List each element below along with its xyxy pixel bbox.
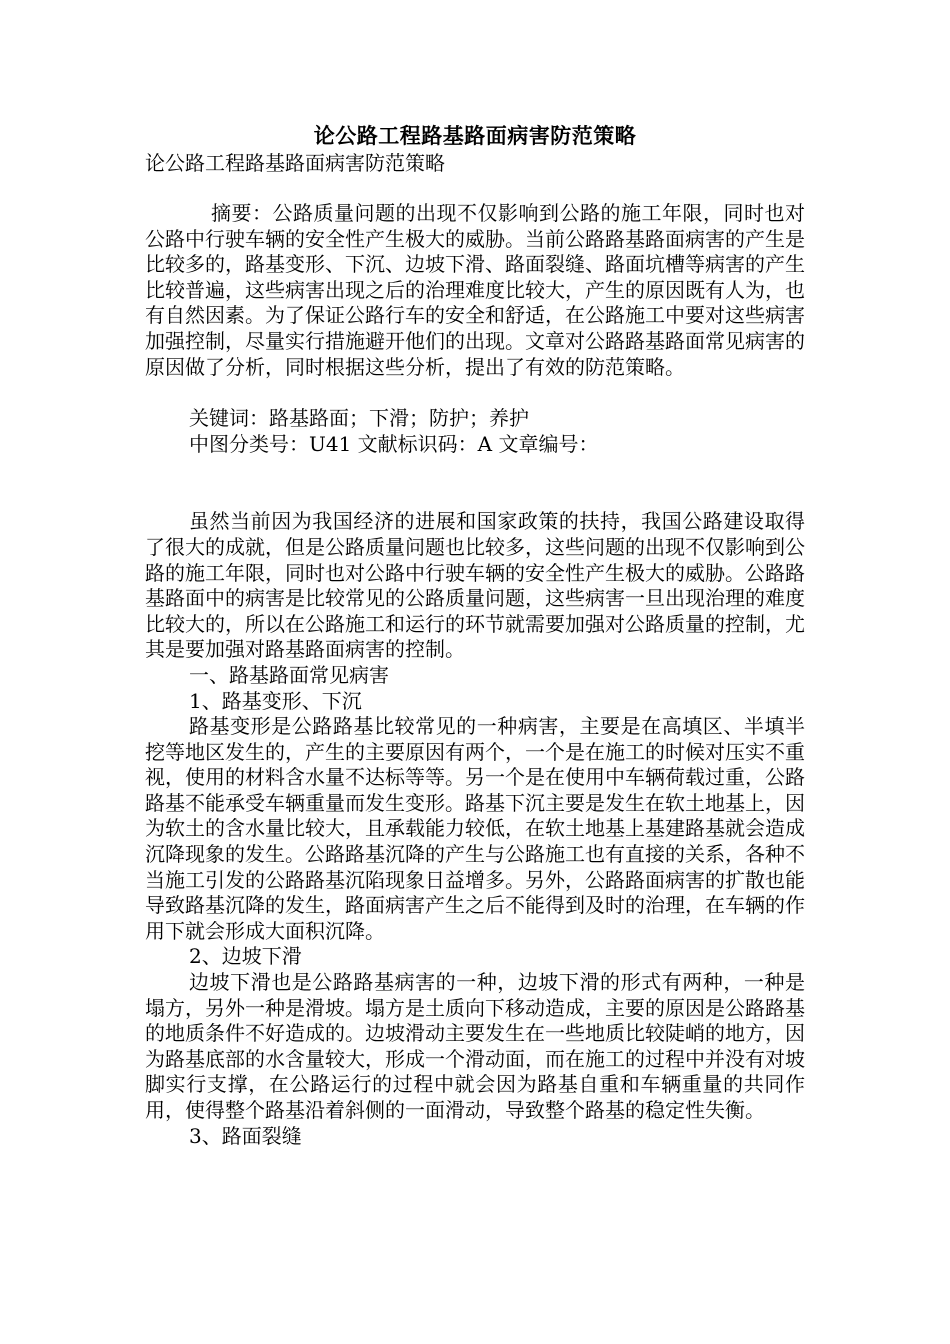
subsection-heading: 1、路基变形、下沉 (189, 688, 362, 713)
body-paragraph: 路基变形是公路路基比较常见的一种病害，主要是在高填区、半填半挖等地区发生的，产生的主要原因有两个，一个是在施工的时候对压实不重视，使用的材料含水量不达标等等。另一个是在使用中车辆荷载过重，公路路基不能承受车辆重量而发生变形。路基下沉主要是发生在软土地基上，因为软土的含水量比较大，且承载能力较低，在软土地基上基建路基就会造成沉降现象的发生。公路路基沉降的产生与公路施工也有直接的关系，各种不当施工引发的公路路基沉陷现象日益增多。另外，公路路面病害的扩散也能导致路基沉降的发生，路面病害产生之后不能得到及时的治理，在车辆的作用下就会形成大面积沉降。 (145, 714, 805, 943)
section-heading: 一、路基路面常见病害 (189, 662, 389, 687)
spacer (145, 457, 805, 509)
document-title: 论公路工程路基路面病害防范策略 (313, 123, 637, 148)
document-page (145, 122, 805, 1149)
intro-paragraph: 虽然当前因为我国经济的进展和国家政策的扶持，我国公路建设取得了很大的成就，但是公路质量问题也比较多，这些问题的出现不仅影响到公路的施工年限，同时也对公路中行驶车辆的安全性产生极大的威胁。公路路基路面中的病害是比较常见的公路质量问题，这些病害一旦出现治理的难度比较大的，所以在公路施工和运行的环节就需要加强对公路质量的控制，尤其是要加强对路基路面病害的控制。 (145, 509, 805, 662)
abstract-paragraph: 摘要：公路质量问题的出现不仅影响到公路的施工年限，同时也对公路中行驶车辆的安全性产生极大的威胁。当前公路路基路面病害的产生是比较多的，路基变形、下沉、边坡下滑、路面裂缝、路面坑槽等病害的产生比较普遍，这些病害出现之后的治理难度比较大，产生的原因既有人为，也有自然因素。为了保证公路行车的安全和舒适，在公路施工中要对这些病害加强控制，尽量实行措施避开他们的出现。文章对公路路基路面常见病害的原因做了分析，同时根据这些分析，提出了有效的防范策略。 (145, 201, 805, 379)
keywords-line: 关键词：路基路面；下滑；防护；养护 (189, 406, 529, 431)
spacer (145, 176, 805, 201)
body-paragraph: 边坡下滑也是公路路基病害的一种，边坡下滑的形式有两种，一种是塌方，另外一种是滑坡。塌方是土质向下移动造成，主要的原因是公路路基的地质条件不好造成的。边坡滑动主要发生在一些地质比较陡峭的地方，因为路基底部的水含量较大，形成一个滑动面，而在施工的过程中并没有对坡脚实行支撑，在公路运行的过程中就会因为路基自重和车辆重量的共同作用，使得整个路基沿着斜侧的一面滑动，导致整个路基的稳定性失衡。 (145, 970, 805, 1122)
classification-line: 中图分类号：U41 文献标识码：A 文章编号： (189, 431, 599, 456)
document-subtitle: 论公路工程路基路面病害防范策略 (145, 151, 445, 175)
subsection-heading: 2、边坡下滑 (189, 944, 302, 969)
spacer (145, 380, 805, 406)
subsection-heading: 3、路面裂缝 (189, 1123, 302, 1148)
